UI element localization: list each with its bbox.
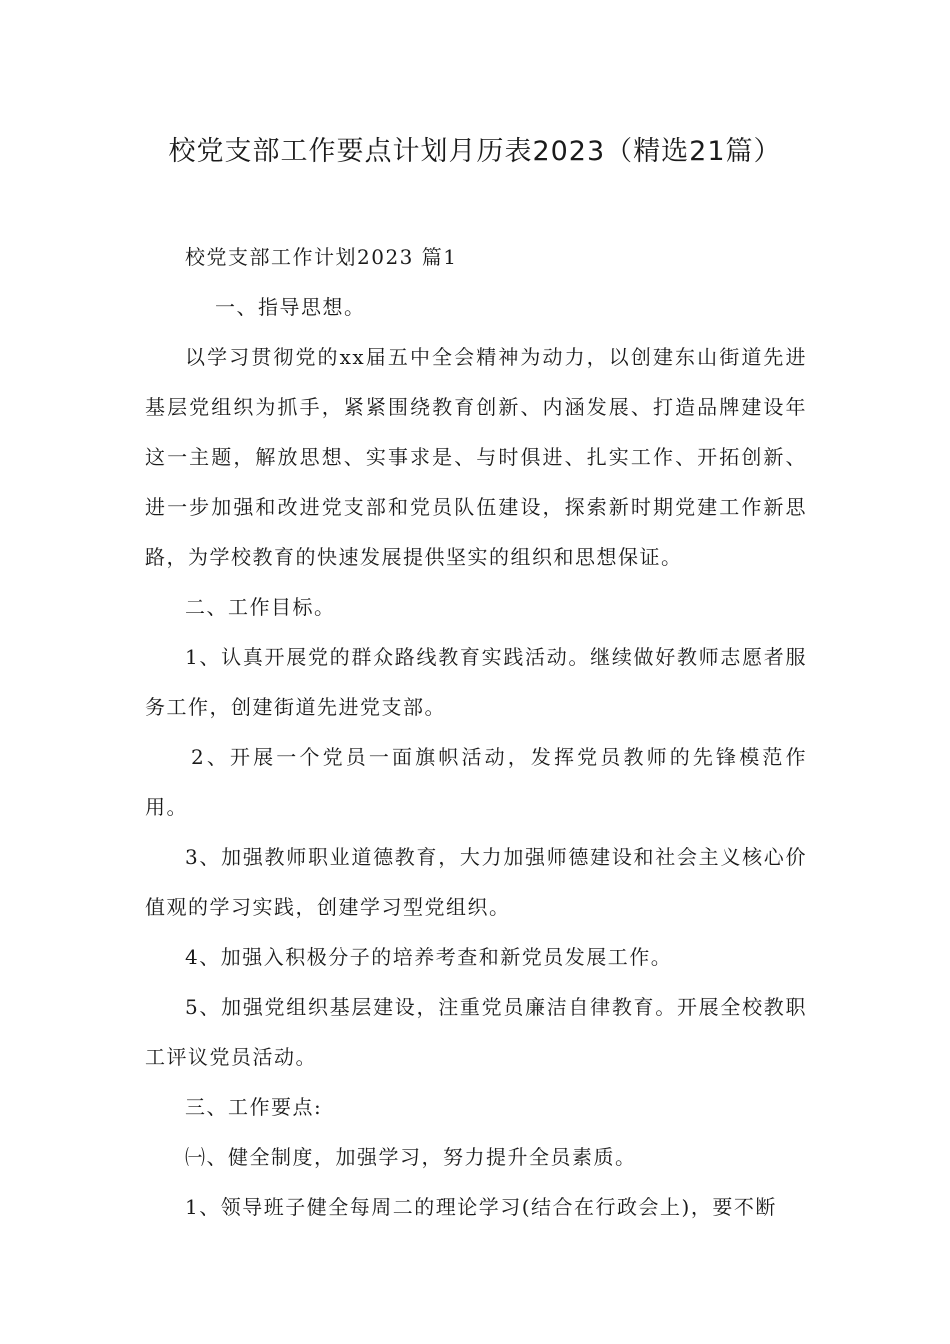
paragraph: 4、加强入积极分子的培养考查和新党员发展工作。 [185,945,673,969]
paragraph: 2、开展一个党员一面旗帜活动，发挥党员教师的先锋模范作用。 [145,745,807,819]
document-title: 校党支部工作要点计划月历表2023（精选21篇） [168,136,782,167]
document-body [145,232,807,1232]
paragraph: ㈠、健全制度，加强学习，努力提升全员素质。 [185,1145,637,1169]
paragraph: 3、加强教师职业道德教育，大力加强师德建设和社会主义核心价值观的学习实践，创建学习型党组织。 [145,845,807,919]
paragraph: 1、领导班子健全每周二的理论学习(结合在行政会上)，要不断 [185,1195,777,1219]
paragraph: 5、加强党组织基层建设，注重党员廉洁自律教育。开展全校教职工评议党员活动。 [145,995,807,1069]
paragraph: 一、指导思想。 [215,295,366,319]
paragraph: 以学习贯彻党的xx届五中全会精神为动力，以创建东山街道先进基层党组织为抓手，紧紧围绕教育创新、内涵发展、打造品牌建设年这一主题，解放思想、实事求是、与时俱进、扎实工作、开拓创新、进一步加强和改进党支部和党员队伍建设，探索新时期党建工作新思路，为学校教育的快速发展提供坚实的组织和思想保证。 [145,345,807,569]
paragraph: 1、认真开展党的群众路线教育实践活动。继续做好教师志愿者服务工作，创建街道先进党支部。 [145,645,807,719]
paragraph: 二、工作目标。 [185,595,336,619]
section-heading: 校党支部工作计划2023 篇1 [185,245,458,269]
paragraph: 三、工作要点: [185,1095,323,1119]
